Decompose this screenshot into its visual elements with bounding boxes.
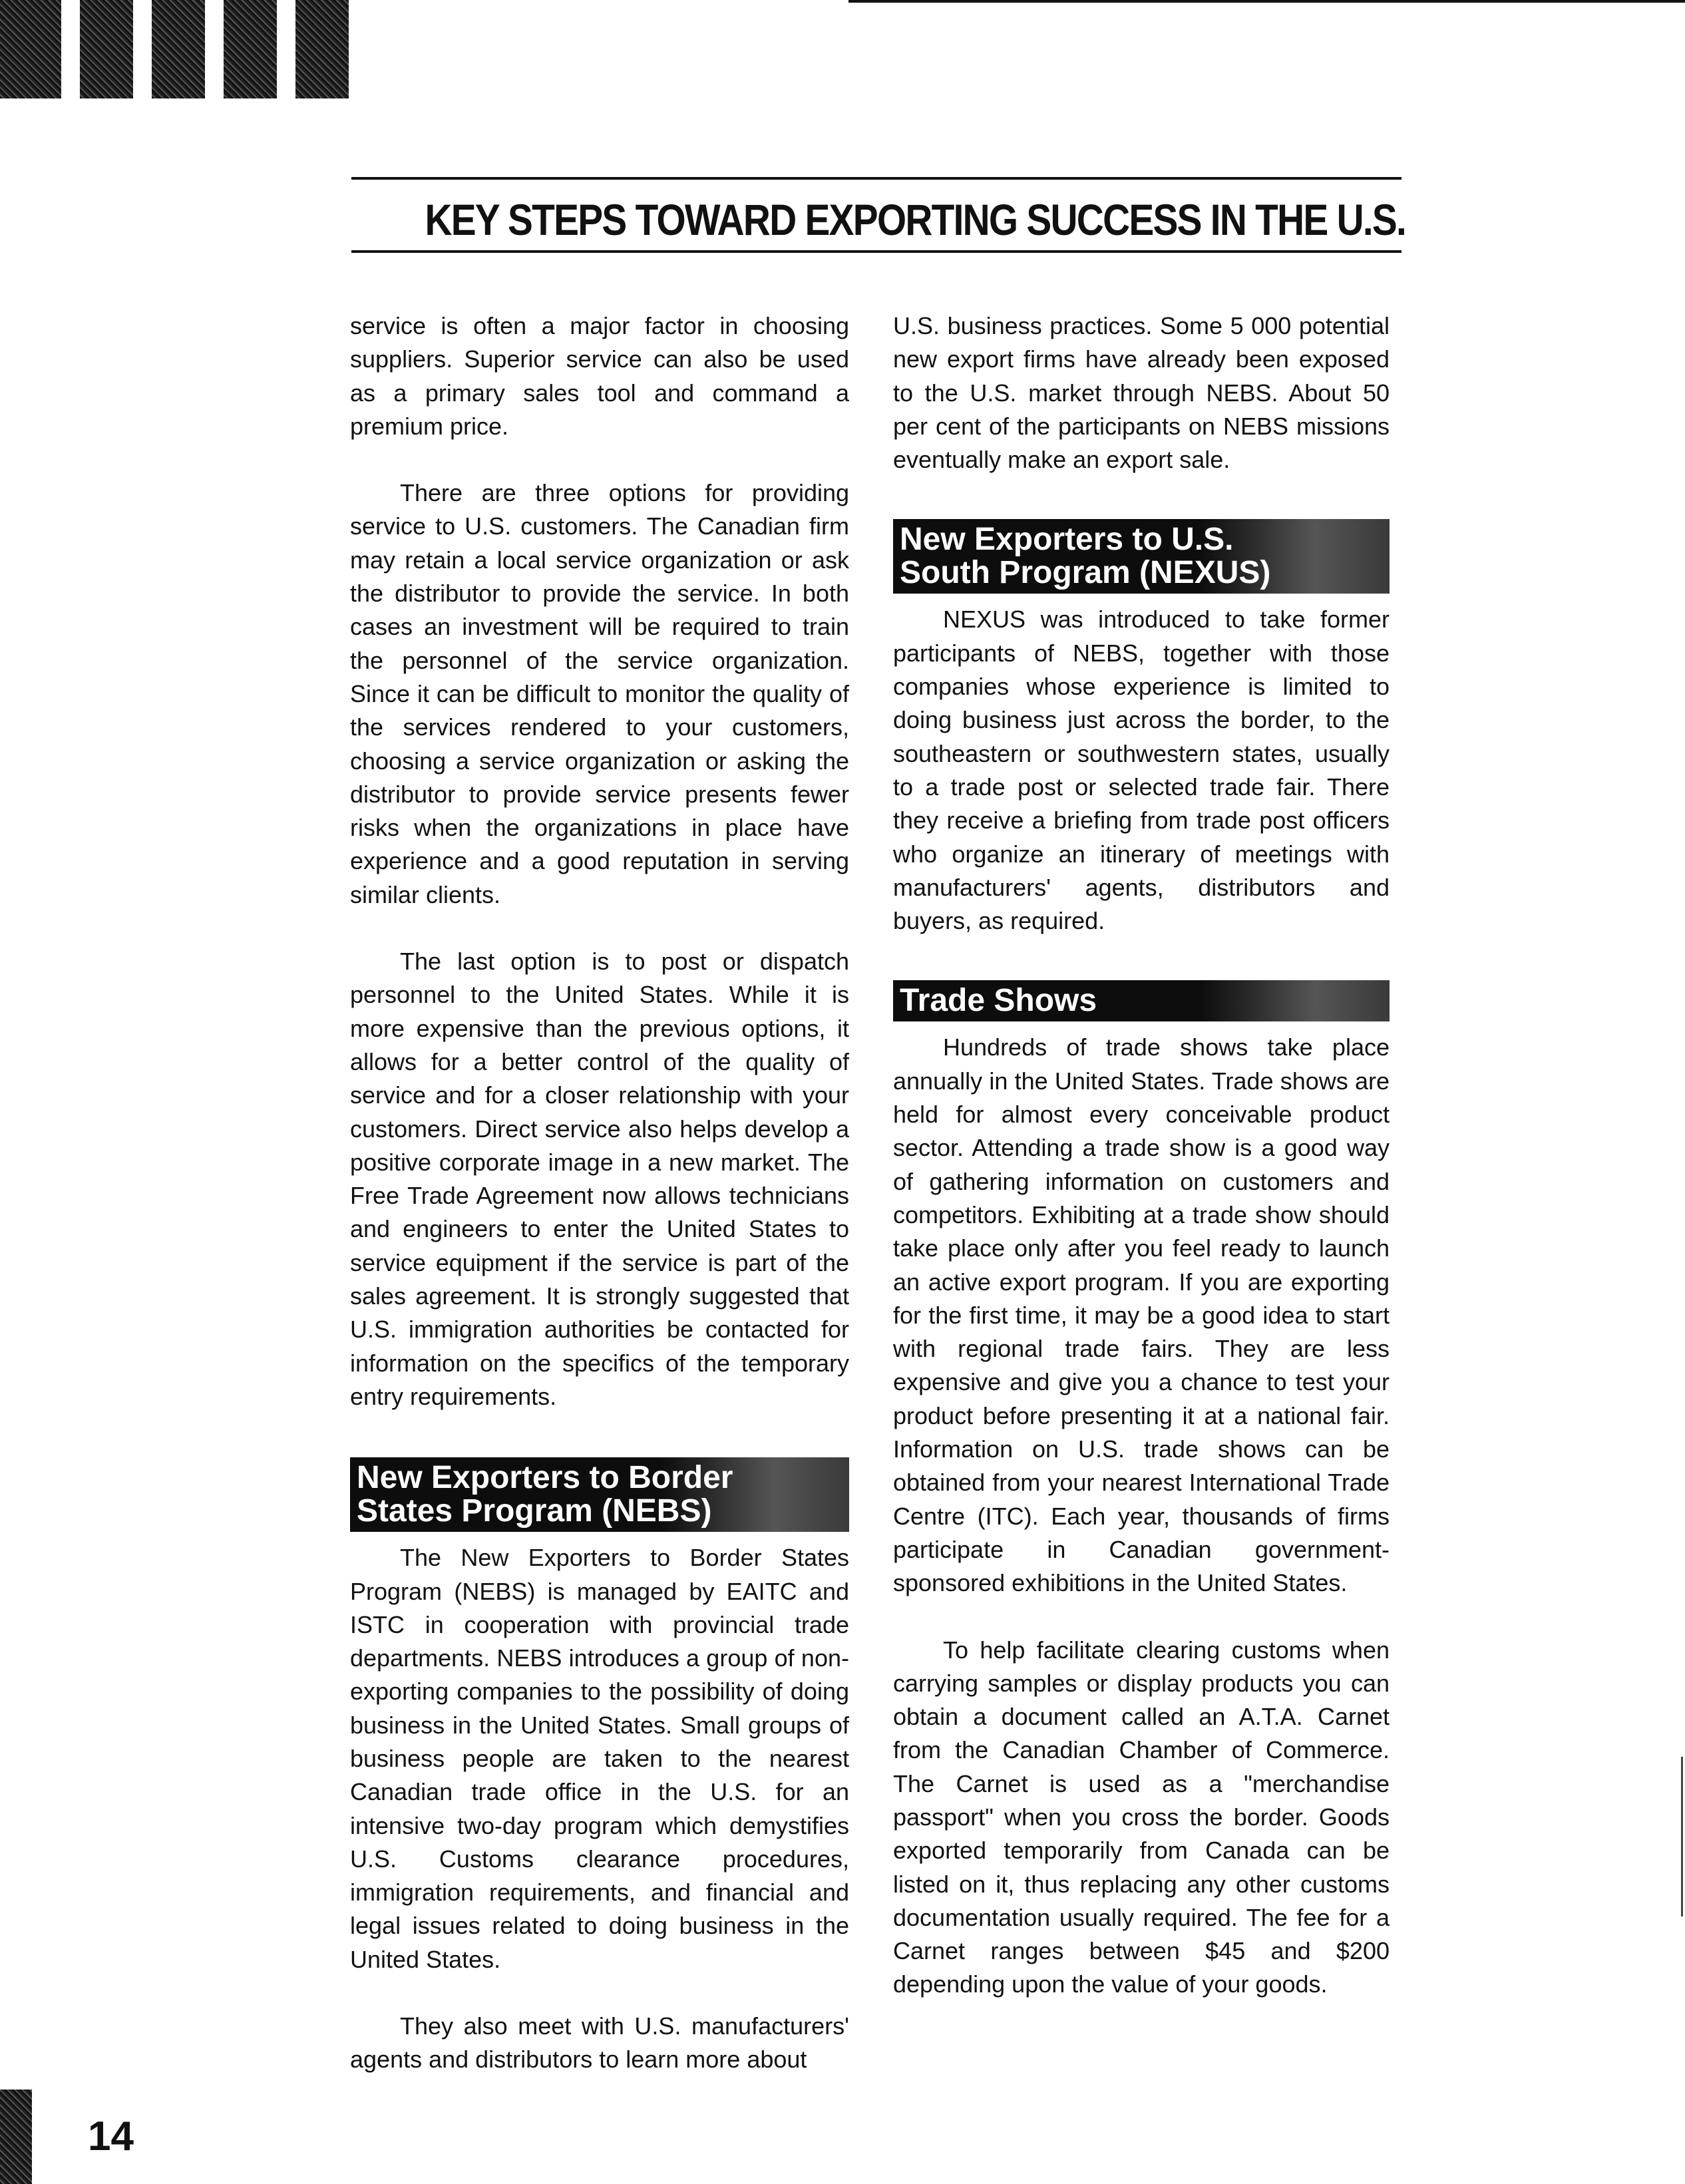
decor-block [0,0,61,98]
paragraph: Hundreds of trade shows take place annually in the United States. Trade shows are held for almost every conceivable product sector. Attending a trade show is a good way of gathering information on customers and competitors. Exhibiting at a trade show should take place only after you feel ready to launch an active export program. If you are exporting for the first time, it may be a good idea to start with regional trade fairs. They are less expensive and give you a chance to test your product before presenting it at a national fair. Information on U.S. trade shows can be obtained from your nearest International Trade Centre (ITC). Each year, thousands of firms participate in Canadian government-sponsored exhibitions in the United States. [893,1033,1390,1597]
section-heading-trade-shows [893,980,1390,1021]
paragraph: service is often a major factor in choosing suppliers. Superior service can also be used as a primary sales tool and command a premium price. [350,312,849,440]
scan-edge-mark [1681,1757,1683,1916]
section-heading-nexus [893,519,1390,594]
paragraph: NEXUS was introduced to take former participants of NEBS, together with those companies whose experience is limited to doing business just across the border, to the southeastern or southwestern states, usually to a trade post or selected trade fair. There they receive a briefing from trade post officers who organize an itinerary of meetings with manufacturers' agents, distributors and buyers, as required. [893,606,1390,935]
heading-line: Trade Shows [900,983,1097,1019]
paragraph: U.S. business practices. Some 5 000 potential new export firms have already been exposed to the U.S. market through NEBS. About 50 per cent of the participants on NEBS missions eventually make an export sale. [893,312,1390,474]
paragraph: To help facilitate clearing customs when carrying samples or display products you can obtain a document called an A.T.A. Carnet from the Canadian Chamber of Commerce. The Carnet is used as a "merchandise passport" when you cross the border. Goods exported temporarily from Canada can be listed on it, thus replacing any other customs documentation usually required. The fee for a Carnet ranges between $45 and $200 depending upon the value of your goods. [893,1636,1390,1998]
paragraph: The New Exporters to Border States Program (NEBS) is managed by EAITC and ISTC in cooperation with provincial trade departments. NEBS introduces a group of non-exporting companies to the possibility of doing business in the United States. Small groups of business people are taken to the nearest Canadian trade office in the U.S. for an intensive two-day program which demystifies U.S. Customs clearance procedures, immigration requirements, and financial and legal issues related to doing business in the United States. [350,1544,849,1973]
decor-block [80,0,133,98]
paragraph: They also meet with U.S. manufacturers' agents and distributors to learn more about [350,2012,849,2074]
paragraph: The last option is to post or dispatch personnel to the United States. While it is more expensive than the previous options, it allows for a better control of the quality of service and for a closer relationship with your customers. Direct service also helps develop a positive corporate image in a new market. The Free Trade Agreement now allows technicians and engineers to enter the United States to service equipment if the service is part of the sales agreement. It is strongly suggested that U.S. immigration authorities be contacted for information on the specifics of the temporary entry requirements. [350,948,849,1410]
paragraph: There are three options for providing service to U.S. customers. The Canadian firm may retain a local service organization or ask the distributor to provide the service. In both cases an investment will be required to train the personnel of the service organization. Since it can be difficult to monitor the quality of the services rendered to your customers, choosing a service organization or asking the distributor to provide service presents fewer risks when the organizations in place have experience and a good reputation in serving similar clients. [350,479,849,908]
header-rule-top [351,177,1402,180]
corner-decoration [0,0,367,98]
top-edge-rule [848,0,1685,3]
heading-line: South Program (NEXUS) [900,555,1271,591]
heading-line: New Exporters to U.S. [900,522,1234,558]
page-number-decoration [0,2090,32,2184]
decor-block [152,0,205,98]
header-rule-bottom [351,250,1402,253]
decor-block [224,0,277,98]
heading-line: New Exporters to Border [357,1460,733,1496]
decor-block [295,0,349,98]
heading-line: States Program (NEBS) [357,1493,712,1529]
left-column [350,309,849,2077]
page-number: 14 [88,2113,134,2159]
page-header [351,174,1406,253]
section-heading-nebs [350,1457,849,1532]
page-title: KEY STEPS TOWARD EXPORTING SUCCESS IN THE U.S. [425,195,1406,244]
right-column [893,309,1390,2002]
